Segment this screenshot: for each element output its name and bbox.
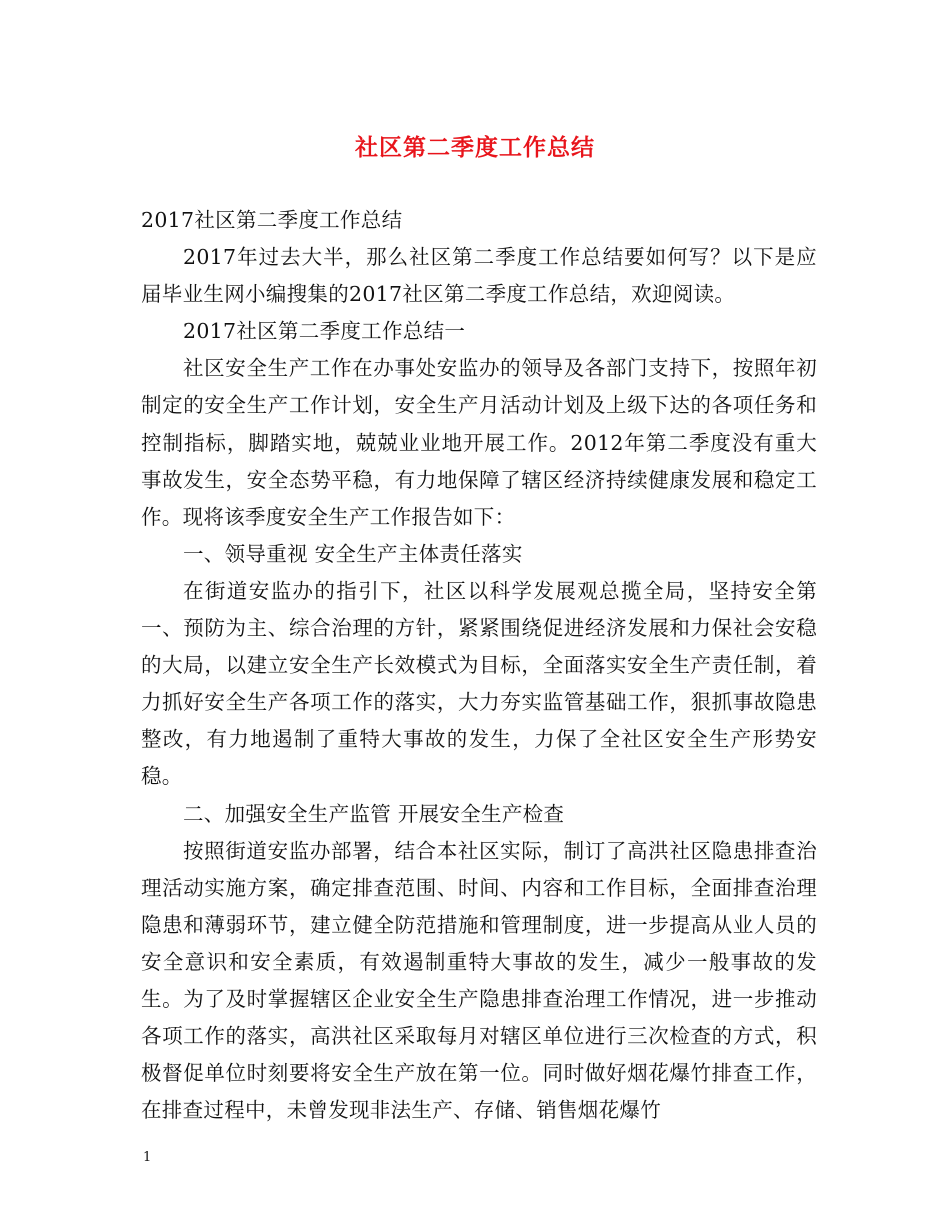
document-title: 社区第二季度工作总结 <box>355 134 595 161</box>
document-body <box>141 202 817 1129</box>
paragraph: 2017社区第二季度工作总结 <box>141 208 403 232</box>
paragraph: 二、加强安全生产监管 开展安全生产检查 <box>183 801 565 826</box>
paragraph: 在街道安监办的指引下，社区以科学发展观总揽全局，坚持安全第一、预防为主、综合治理的方针，紧紧围绕促进经济发展和力保社会安稳的大局，以建立安全生产长效模式为目标，全面落实安全生产责任制，着力抓好安全生产各项工作的落实，大力夯实监管基础工作，狠抓事故隐患整改，有力地遏制了重特大事故的发生，力保了全社区安全生产形势安稳。 <box>141 578 817 789</box>
paragraph: 2017社区第二季度工作总结一 <box>183 319 466 344</box>
paragraph: 一、领导重视 安全生产主体责任落实 <box>183 541 523 566</box>
paragraph: 2017年过去大半，那么社区第二季度工作总结要如何写？以下是应届毕业生网小编搜集的2017社区第二季度工作总结，欢迎阅读。 <box>141 245 817 307</box>
paragraph: 社区安全生产工作在办事处安监办的领导及各部门支持下，按照年初制定的安全生产工作计划，安全生产月活动计划及上级下达的各项任务和控制指标，脚踏实地，兢兢业业地开展工作。2012年第二季度没有重大事故发生，安全态势平稳，有力地保障了辖区经济持续健康发展和稳定工作。现将该季度安全生产工作报告如下： <box>141 356 817 529</box>
paragraph: 按照街道安监办部署，结合本社区实际，制订了高洪社区隐患排查治理活动实施方案，确定排查范围、时间、内容和工作目标，全面排查治理隐患和薄弱环节，建立健全防范措施和管理制度，进一步提高从业人员的安全意识和安全素质，有效遏制重特大事故的发生，减少一般事故的发生。为了及时掌握辖区企业安全生产隐患排查治理工作情况，进一步推动各项工作的落实，高洪社区采取每月对辖区单位进行三次检查的方式，积极督促单位时刻要将安全生产放在第一位。同时做好烟花爆竹排查工作，在排查过程中，未曾发现非法生产、存储、销售烟花爆竹 <box>141 838 817 1123</box>
page-number: 1 <box>143 1150 152 1165</box>
